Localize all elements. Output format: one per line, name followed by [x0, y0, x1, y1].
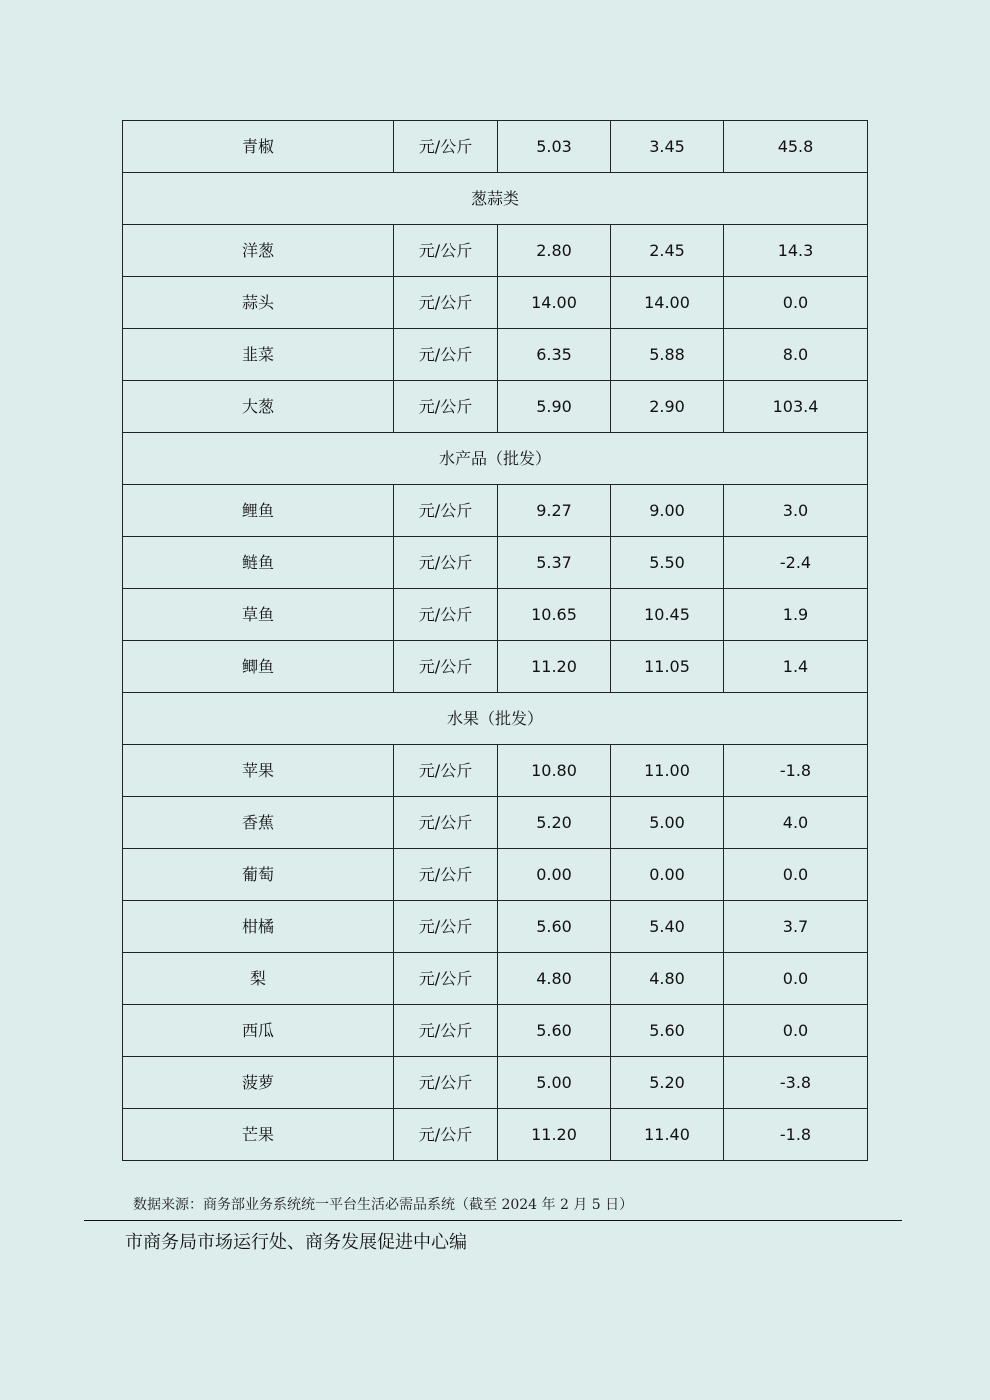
- table-row: [123, 537, 868, 589]
- current-price-cell: 11.20: [498, 641, 611, 693]
- current-price-cell: 11.20: [498, 1109, 611, 1161]
- unit-cell: 元/公斤: [394, 277, 498, 329]
- unit-cell: 元/公斤: [394, 797, 498, 849]
- table-row: [123, 381, 868, 433]
- price-table: [122, 120, 868, 1161]
- change-percent-cell: 103.4: [724, 381, 868, 433]
- product-name-cell: 柑橘: [123, 901, 394, 953]
- unit-cell: 元/公斤: [394, 1005, 498, 1057]
- product-name-cell: 芒果: [123, 1109, 394, 1161]
- change-percent-cell: -1.8: [724, 1109, 868, 1161]
- product-name-cell: 梨: [123, 953, 394, 1005]
- table-row: [123, 225, 868, 277]
- table-row: [123, 745, 868, 797]
- product-name-cell: 草鱼: [123, 589, 394, 641]
- product-name-cell: 鲫鱼: [123, 641, 394, 693]
- change-percent-cell: 0.0: [724, 849, 868, 901]
- change-percent-cell: 0.0: [724, 277, 868, 329]
- unit-cell: 元/公斤: [394, 641, 498, 693]
- previous-price-cell: 10.45: [611, 589, 724, 641]
- previous-price-cell: 3.45: [611, 121, 724, 173]
- change-percent-cell: -3.8: [724, 1057, 868, 1109]
- product-name-cell: 菠萝: [123, 1057, 394, 1109]
- section-title: 葱蒜类: [123, 173, 868, 225]
- product-name-cell: 葡萄: [123, 849, 394, 901]
- current-price-cell: 5.60: [498, 901, 611, 953]
- unit-cell: 元/公斤: [394, 485, 498, 537]
- current-price-cell: 2.80: [498, 225, 611, 277]
- product-name-cell: 韭菜: [123, 329, 394, 381]
- table-row: [123, 485, 868, 537]
- current-price-cell: 5.37: [498, 537, 611, 589]
- unit-cell: 元/公斤: [394, 745, 498, 797]
- product-name-cell: 香蕉: [123, 797, 394, 849]
- change-percent-cell: -2.4: [724, 537, 868, 589]
- change-percent-cell: -1.8: [724, 745, 868, 797]
- change-percent-cell: 3.7: [724, 901, 868, 953]
- table-row: [123, 589, 868, 641]
- table-row: [123, 797, 868, 849]
- section-header-row: [123, 173, 868, 225]
- table-row: [123, 953, 868, 1005]
- compiler-organization: 市商务局市场运行处、商务发展促进中心编: [125, 1232, 467, 1253]
- previous-price-cell: 5.00: [611, 797, 724, 849]
- current-price-cell: 5.03: [498, 121, 611, 173]
- unit-cell: 元/公斤: [394, 537, 498, 589]
- previous-price-cell: 11.05: [611, 641, 724, 693]
- product-name-cell: 蒜头: [123, 277, 394, 329]
- unit-cell: 元/公斤: [394, 901, 498, 953]
- change-percent-cell: 8.0: [724, 329, 868, 381]
- table-row: [123, 1005, 868, 1057]
- current-price-cell: 5.90: [498, 381, 611, 433]
- change-percent-cell: 14.3: [724, 225, 868, 277]
- current-price-cell: 0.00: [498, 849, 611, 901]
- current-price-cell: 4.80: [498, 953, 611, 1005]
- table-row: [123, 1057, 868, 1109]
- previous-price-cell: 5.20: [611, 1057, 724, 1109]
- current-price-cell: 5.60: [498, 1005, 611, 1057]
- previous-price-cell: 5.40: [611, 901, 724, 953]
- unit-cell: 元/公斤: [394, 381, 498, 433]
- change-percent-cell: 1.4: [724, 641, 868, 693]
- previous-price-cell: 4.80: [611, 953, 724, 1005]
- unit-cell: 元/公斤: [394, 589, 498, 641]
- table-row: [123, 329, 868, 381]
- product-name-cell: 鲢鱼: [123, 537, 394, 589]
- product-name-cell: 西瓜: [123, 1005, 394, 1057]
- table-row: [123, 121, 868, 173]
- table-row: [123, 849, 868, 901]
- change-percent-cell: 0.0: [724, 953, 868, 1005]
- product-name-cell: 大葱: [123, 381, 394, 433]
- current-price-cell: 6.35: [498, 329, 611, 381]
- previous-price-cell: 0.00: [611, 849, 724, 901]
- current-price-cell: 9.27: [498, 485, 611, 537]
- data-source-note: 数据来源：商务部业务系统统一平台生活必需品系统（截至 2024 年 2 月 5 日）: [133, 1197, 634, 1213]
- section-header-row: [123, 693, 868, 745]
- previous-price-cell: 11.40: [611, 1109, 724, 1161]
- previous-price-cell: 5.60: [611, 1005, 724, 1057]
- product-name-cell: 鲤鱼: [123, 485, 394, 537]
- section-header-row: [123, 433, 868, 485]
- previous-price-cell: 11.00: [611, 745, 724, 797]
- unit-cell: 元/公斤: [394, 953, 498, 1005]
- product-name-cell: 苹果: [123, 745, 394, 797]
- table-row: [123, 1109, 868, 1161]
- product-name-cell: 洋葱: [123, 225, 394, 277]
- section-title: 水果（批发）: [123, 693, 868, 745]
- change-percent-cell: 45.8: [724, 121, 868, 173]
- previous-price-cell: 5.88: [611, 329, 724, 381]
- unit-cell: 元/公斤: [394, 1057, 498, 1109]
- unit-cell: 元/公斤: [394, 849, 498, 901]
- current-price-cell: 10.80: [498, 745, 611, 797]
- previous-price-cell: 14.00: [611, 277, 724, 329]
- section-title: 水产品（批发）: [123, 433, 868, 485]
- change-percent-cell: 0.0: [724, 1005, 868, 1057]
- previous-price-cell: 9.00: [611, 485, 724, 537]
- unit-cell: 元/公斤: [394, 329, 498, 381]
- table-row: [123, 641, 868, 693]
- footer-divider: [84, 1220, 902, 1221]
- unit-cell: 元/公斤: [394, 121, 498, 173]
- current-price-cell: 10.65: [498, 589, 611, 641]
- change-percent-cell: 3.0: [724, 485, 868, 537]
- change-percent-cell: 4.0: [724, 797, 868, 849]
- table-row: [123, 901, 868, 953]
- previous-price-cell: 2.45: [611, 225, 724, 277]
- price-table-body: [123, 121, 868, 1161]
- unit-cell: 元/公斤: [394, 1109, 498, 1161]
- product-name-cell: 青椒: [123, 121, 394, 173]
- previous-price-cell: 2.90: [611, 381, 724, 433]
- table-row: [123, 277, 868, 329]
- current-price-cell: 5.20: [498, 797, 611, 849]
- previous-price-cell: 5.50: [611, 537, 724, 589]
- change-percent-cell: 1.9: [724, 589, 868, 641]
- current-price-cell: 5.00: [498, 1057, 611, 1109]
- current-price-cell: 14.00: [498, 277, 611, 329]
- unit-cell: 元/公斤: [394, 225, 498, 277]
